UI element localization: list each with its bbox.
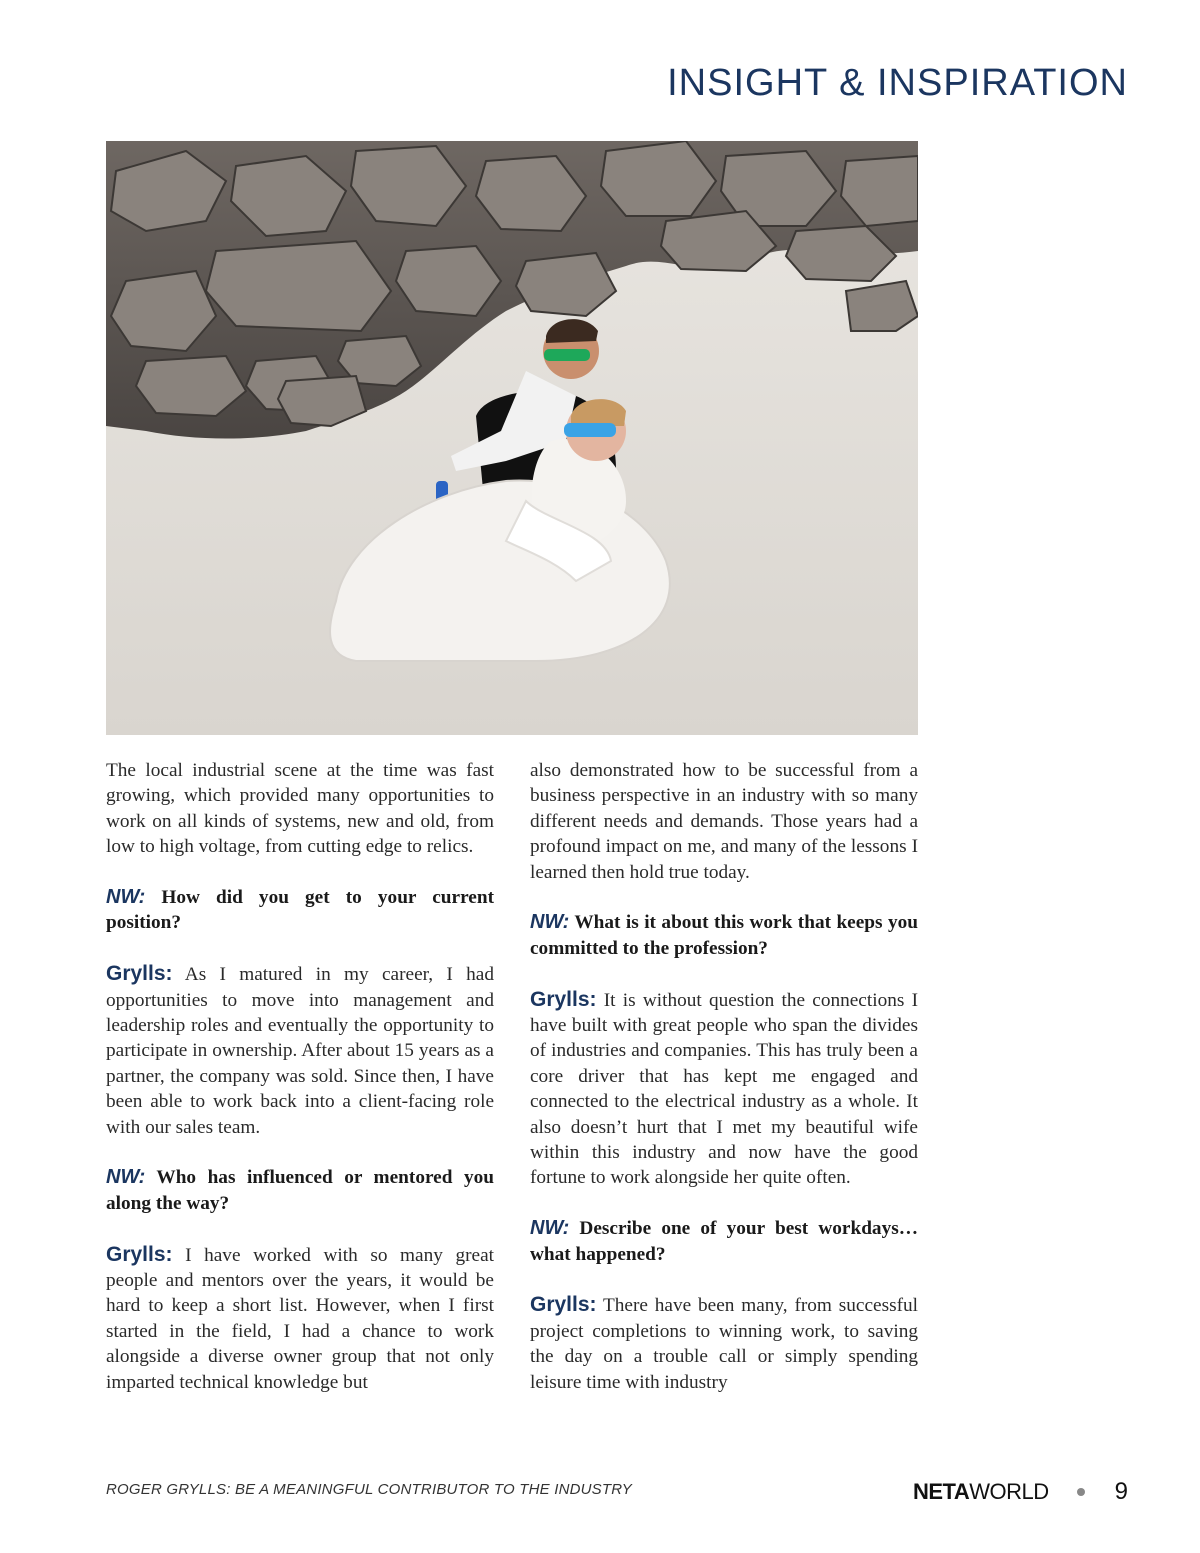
question-text: What is it about this work that keeps you committed to the profession?	[530, 912, 918, 959]
answer-text: As I matured in my career, I had opportunities to move into management and leadership roles and eventually the opportunity to participate in ownership. After about 15 years as a partner, the company was sold. Since then, I have been able to work back into a client-facing role with our sales team.	[106, 964, 494, 1138]
question	[530, 1216, 918, 1267]
question	[106, 885, 494, 936]
photo-illustration	[106, 141, 918, 735]
respondent-tag: Grylls:	[530, 1293, 597, 1317]
article-column-right	[530, 758, 918, 1420]
answer-text: I have worked with so many great people and mentors over the years, it would be hard to keep a short list. However, when I first started in the field, I had a chance to work alongside a diverse owner group that not only imparted technical knowledge but	[106, 1244, 494, 1393]
question-text: Who has influenced or mentored you along the way?	[106, 1167, 494, 1214]
brand-name-bold: NETA	[912, 1479, 970, 1504]
page-number: 9	[1114, 1478, 1128, 1505]
respondent-tag: Grylls:	[106, 1242, 173, 1266]
article-photo	[106, 141, 918, 735]
answer-text: There have been many, from successful project completions to winning work, to saving the day on a trouble call or simply spending leisure time with industry	[530, 1295, 918, 1393]
paragraph: The local industrial scene at the time was fast growing, which provided many opportunities to work on all kinds of systems, new and old, from low to high voltage, from cutting edge to relics.	[106, 760, 494, 858]
answer-text: It is without question the connections I have built with great people who span the divides of industries and companies. This has truly been a core driver that has kept me engaged and connected to the electrical industry as a whole. It also doesn’t hurt that I met my beautiful wife within this industry and now have the good fortune to work alongside her quite often.	[530, 989, 918, 1189]
interviewer-tag: NW:	[530, 911, 570, 934]
answer	[530, 987, 918, 1191]
running-title: ROGER GRYLLS: BE A MEANINGFUL CONTRIBUTOR TO THE INDUSTRY	[106, 1481, 632, 1498]
question-text: How did you get to your current position?	[106, 887, 494, 934]
separator-dot	[1077, 1488, 1085, 1496]
question-text: Describe one of your best workdays… what happened?	[530, 1218, 918, 1265]
respondent-tag: Grylls:	[530, 987, 597, 1011]
answer	[530, 1292, 918, 1395]
question	[530, 910, 918, 961]
brand-name-light: WORLD	[969, 1479, 1049, 1504]
section-label: INSIGHT & INSPIRATION	[667, 62, 1128, 104]
question	[106, 1165, 494, 1216]
respondent-tag: Grylls:	[106, 962, 173, 986]
article-column-left	[106, 758, 494, 1420]
interviewer-tag: NW:	[530, 1217, 570, 1240]
interviewer-tag: NW:	[106, 1166, 146, 1189]
answer	[106, 1242, 494, 1395]
interviewer-tag: NW:	[106, 886, 146, 909]
paragraph: also demonstrated how to be successful from a business perspective in an industry with so many different needs and demands. Those years had a profound impact on me, and many of the lessons I learned then hold true today.	[530, 760, 918, 883]
footer-brand	[913, 1478, 1128, 1506]
answer	[106, 961, 494, 1140]
